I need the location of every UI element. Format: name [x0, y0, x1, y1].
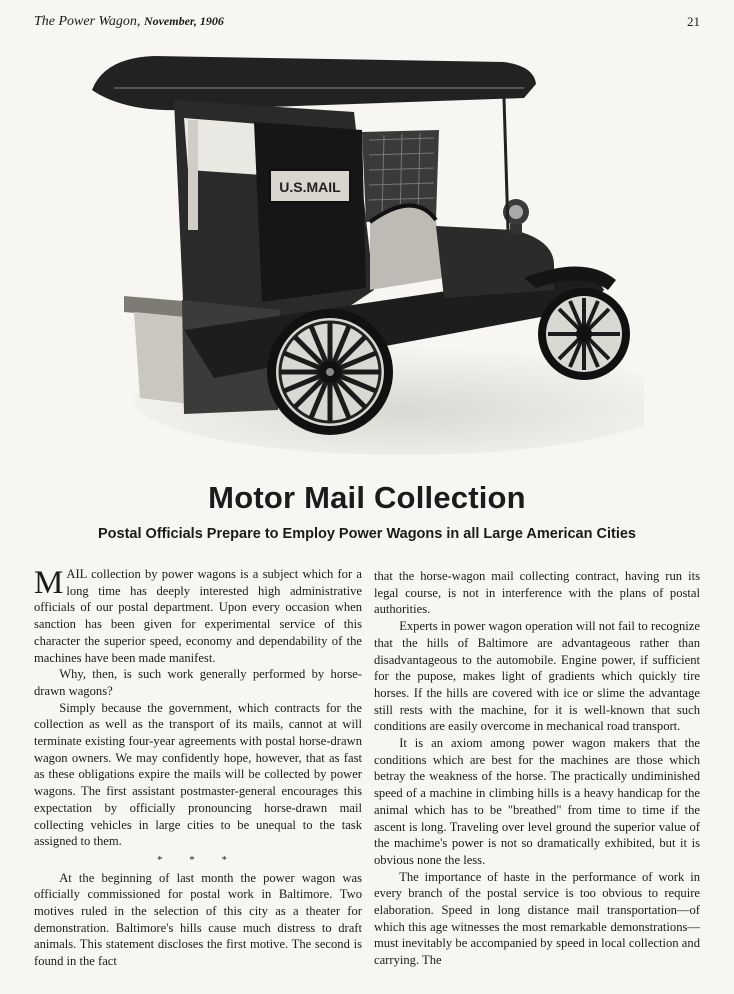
paragraph: Experts in power wagon operation will not fail to recognize that the hills of Baltimore are advantageous rather than disadvantageous to the automobile. Engine power, if sufficient for the pupose, makes light of gradients which quickly tire horses. If the hills are covered with ice or slime the advantage still rests with the machine, for it is well-known that such conditions are easily overcome in mechanical road transport. [374, 619, 700, 734]
paragraph: At the beginning of last month the power wagon was officially commissioned for postal work in Baltimore. Two motives ruled in the selection of this city as a theater for demonstration. Baltimore's hills cause much distress to draft animals. This statement discloses the first motive. The second is found in the fact [34, 870, 362, 969]
running-title [34, 14, 224, 30]
paragraph: It is an axiom among power wagon makers that the conditions which are best for the machines are those which betray the weakness of the horse. The practically undiminished speed of a machine in climbing hills is a heavy handicap for the animal which has to be "breathed" from time to time if the ascent is long. Traveling over level ground the superior value of the machime's power is not so dramatically exhibited, but it is obvious none the less. [374, 736, 700, 867]
running-header [34, 14, 700, 34]
paragraph: Why, then, is such work generally performed by horse-drawn wagons? [34, 667, 362, 698]
article-subtitle: Postal Officials Prepare to Employ Power Wagons in all Large American Cities [98, 526, 636, 542]
paragraph: Simply because the government, which contracts for the collection as well as the transport of its mails, cannot at will terminate existing four-year agreements with postal horse-drawn wagon owners. We may confidently hope, however, that as fast as these obligations expire the mails will be collected by power wagons. The first assistant postmaster-general encourages this expectation by officially pronouncing horse-drawn mail collecting vehicles in large cities to be unequal to the task assigned to them. [34, 700, 362, 849]
magazine-name: The Power Wagon, [34, 14, 141, 29]
left-column [34, 566, 362, 970]
paragraph [34, 566, 362, 666]
issue-date: November, 1906 [143, 14, 224, 28]
page-number: 21 [687, 14, 700, 29]
paragraph: The importance of haste in the performance of work in every branch of the postal service is too obvious to require elaboration. Speed in long distance mail transportation—of which this age witnesses the most remarkable demonstrations—must inevitably be accompanied by speed in local collection and carrying. The [374, 869, 700, 968]
paragraph: that the horse-wagon mail collecting contract, having run its legal course, is not in interference with the plans of postal authorities. [374, 569, 700, 617]
mail-wagon-photo [84, 40, 644, 470]
section-separator: * * * [157, 853, 239, 866]
drop-cap: M [34, 565, 64, 601]
article-title: Motor Mail Collection [208, 480, 526, 515]
us-mail-sign: U.S.MAIL [279, 179, 341, 195]
right-column [374, 568, 700, 969]
paragraph-text: AIL collection by power wagons is a subject which for a long time has deeply interested high administrative officials of our postal department. Upon every occasion when sanction has been given for experimental service of this character the superior speed, economy and dependability of the machines have been made manifest. [34, 567, 362, 665]
